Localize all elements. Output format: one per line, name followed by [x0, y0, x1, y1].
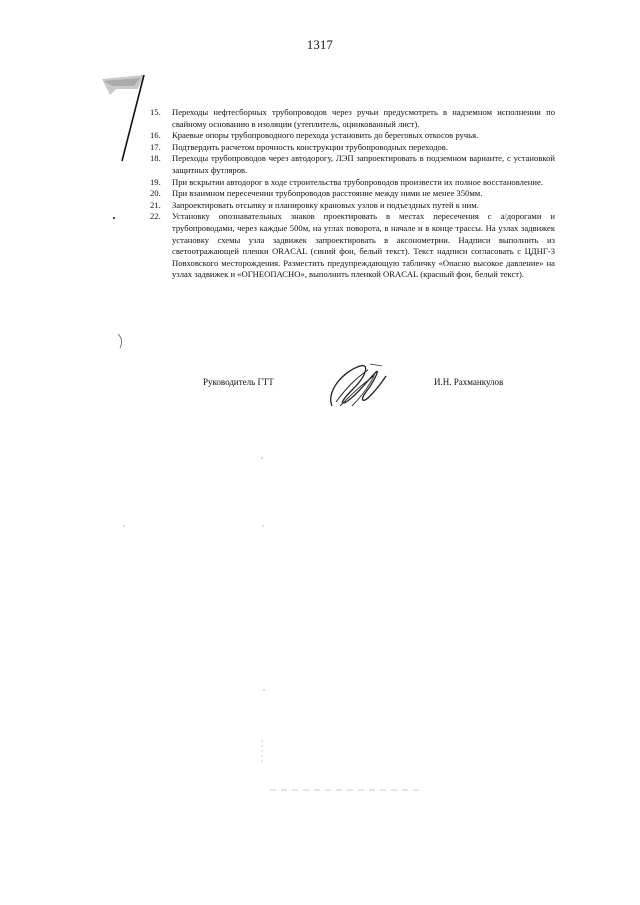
item-text: При вскрытии автодорог в ходе строительства трубопроводов произвести их полное восстановление. [172, 176, 543, 187]
item-text: Краевые опоры трубопроводного перехода установить до береговых откосов ручья. [172, 130, 479, 141]
item-number: 15. [150, 107, 161, 117]
item-number: 18. [150, 153, 161, 164]
signatory-name: И.Н. Рахманкулов [434, 377, 504, 387]
item-number: 17. [150, 141, 161, 152]
item-number: 16. [150, 130, 161, 141]
item-text: Переходы трубопроводов через автодорогу, ЛЭП запроектировать в подземном варианте, с установкой защитных футляров. [172, 153, 555, 175]
signatory-role: Руководитель ГТТ [203, 377, 274, 387]
item-number: 22. [150, 211, 161, 222]
page-number: 1317 [306, 38, 334, 52]
item-text: Переходы нефтесборных трубопроводов через ручьи предусмотреть в надземном исполнении по свайному основанию в изоляции (утеплитель, оцинкованный лист). [172, 107, 555, 129]
item-text: Установку опознавательных знаков проектировать в местах пересечения с а/дорогами и трубопроводами, через каждые 500м, на углах поворота, в начале и в конце трассы. На узлах задвижек установку схемы узла задвижек запроектировать в аксонометрии. Надписи выполнить из светоотражающей пленки ORACAL (синий фон, белый текст). Текст надписи согласовать с ЦДНГ-3 Повховского месторождения. Разместить предупреждающую табличку «Опасно высокое давление» на узлах задвижек и «ОГНЕОПАСНО», выполнить пленкой ORACAL (красный фон, белый текст). [172, 211, 555, 280]
item-text: Подтвердить расчетом прочность конструкции трубопроводных переходов. [172, 141, 449, 152]
item-number: 21. [150, 199, 161, 210]
item-text: Запроектировать отсыпку и планировку крановых узлов и подъездных путей к ним. [172, 199, 479, 210]
item-number: 20. [150, 188, 161, 199]
item-text: При взаимном пересечении трубопроводов расстояние между ними не менее 350мм. [172, 188, 483, 199]
item-number: 19. [150, 176, 161, 187]
